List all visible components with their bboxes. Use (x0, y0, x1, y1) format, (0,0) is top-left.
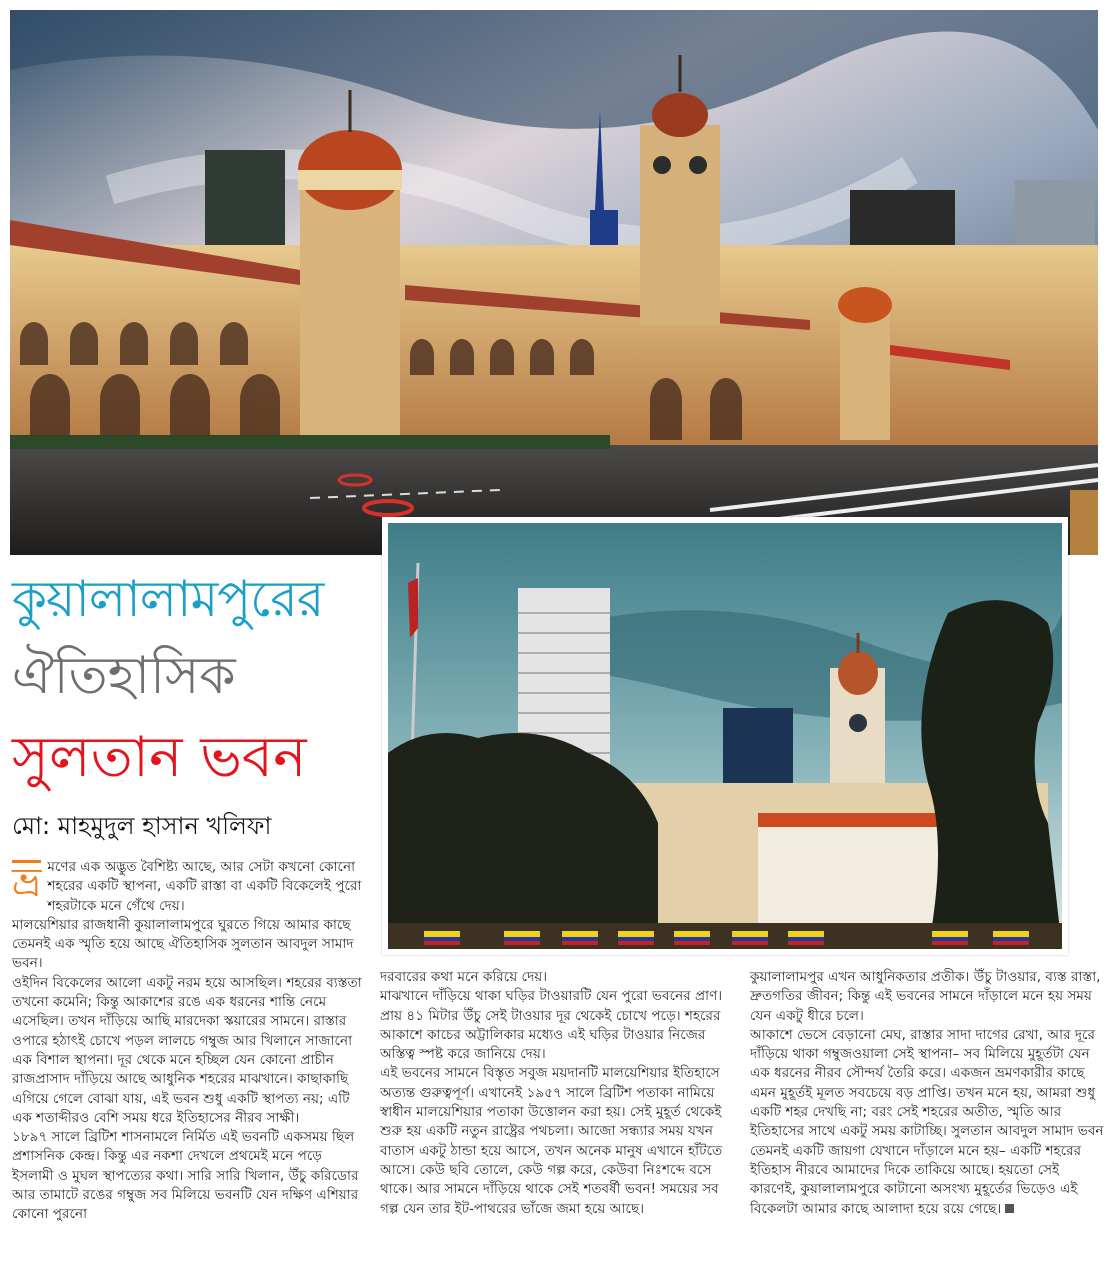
paragraph: ভ্র মণের এক অদ্ভুত বৈশিষ্ট্য আছে, আর সেটা কখনো কোনো শহরের একটি স্থাপনা, একটি রাস্তা বা একটি বিকেলেই পুরো শহরটাকে মনে গেঁথে দেয়। (12, 859, 362, 914)
article-column-2 (380, 968, 740, 1219)
hero-photo (10, 10, 1098, 555)
paragraph: দরবারের কথা মনে করিয়ে দেয়। (380, 969, 548, 985)
byline: মো: মাহমুদুল হাসান খলিফা (12, 812, 272, 840)
paragraph: মালয়েশিয়ার রাজধানী কুয়ালালামপুরে ঘুরতে গিয়ে আমার কাছে তেমনই এক স্মৃতি হয়ে আছে ঐতিহাসিক সুলতান আবদুল সামাদ ভবন। (12, 916, 354, 972)
clock-tower-illustration (388, 523, 1062, 949)
paragraph: মাঝখানে দাঁড়িয়ে থাকা ঘড়ির টাওয়ারটি যেন পুরো ভবনের প্রাণ। প্রায় ৪১ মিটার উঁচু সেই টাওয়ার দূর থেকেই চোখে পড়ে। শহরের আকাশে কাচের অট্টালিকার মধ্যেও এই ঘড়ির টাওয়ার নিজের অস্তিত্ব স্পষ্ট করে জানিয়ে দেয়। (380, 988, 723, 1063)
headline-line-3: সুলতান ভবন (12, 725, 307, 790)
paragraph: এই ভবনের সামনে বিস্তৃত সবুজ ময়দানটি মালয়েশিয়ার ইতিহাসে অত্যন্ত গুরুত্বপূর্ণ। এখানেই ১৯৫৭ সালে ব্রিটিশ পতাকা নামিয়ে স্বাধীন মালয়েশিয়ার পতাকা উত্তোলন করা হয়। সেই মুহূর্ত থেকেই শুরু হয় একটি নতুন রাষ্ট্রের পথচলা। আজো সন্ধ্যার সময় যখন বাতাস একটু ঠান্ডা হয়ে আসে, তখন অনেক মানুষ এখানে হাঁটতে আসে। কেউ ছবি তোলে, কেউ গল্প করে, কেউবা নিঃশব্দে বসে থাকে। আর সামনে দাঁড়িয়ে থাকে সেই শতবর্ষী ভবন! সময়ের সব গল্প যেন তার ইট-পাথরের ভাঁজে জমা হয়ে আছে। (380, 1065, 723, 1217)
drop-cap: ভ্র (12, 860, 42, 906)
inset-photo (388, 523, 1062, 949)
headline-line-2: ঐতিহাসিক (12, 646, 236, 706)
sultan-building-illustration (10, 10, 1098, 555)
paragraph: ১৮৯৭ সালে ব্রিটিশ শাসনামলে নির্মিত এই ভবনটি একসময় ছিল প্রশাসনিক কেন্দ্র। কিন্তু এর নকশা দেখলে প্রথমেই মনে পড়ে ইসলামী ও মুঘল স্থাপত্যের কথা। সারি সারি খিলান, উঁচু করিডোর আর তামাটে রঙের গম্বুজ সব মিলিয়ে ভবনটি যেন দক্ষিণ এশিয়ার কোনো পুরনো (12, 1129, 359, 1223)
paragraph: আকাশে ভেসে বেড়ানো মেঘ, রাস্তার সাদা দাগের রেখা, আর দূরে দাঁড়িয়ে থাকা গম্বুজওয়ালা সেই স্থাপনা– সব মিলিয়ে মুহূর্তটা যেন এক ধরনের নীরব সৌন্দর্য তৈরি করে। একজন ভ্রমণকারীর কাছে এমন মুহূর্তই মূলত সবচেয়ে বড় প্রাপ্তি। তখন মনে হয়, আমরা শুধু একটি শহর দেখছি না; বরং সেই শহরের অতীত, স্মৃতি আর ইতিহাসের সাথে একটু সময় কাটাচ্ছি। সুলতান আবদুল সামাদ ভবন তেমনই একটি জায়গা যেখানে দাঁড়ালে মনে হয়– একটি শহরের ইতিহাস নীরবে আমাদের দিকে তাকিয়ে আছে। হয়তো সেই কারণেই, কুয়ালালামপুরে কাটানো অসংখ্য মুহূর্তের ভিড়েও এই বিকেলটা আমার কাছে আলাদা হয়ে রয়ে গেছে। (750, 1026, 1104, 1217)
end-square-icon (1005, 1204, 1014, 1213)
paragraph: কুয়ালালামপুর এখন আধুনিকতার প্রতীক। উঁচু টাওয়ার, ব্যস্ত রাস্তা, দ্রুতগতির জীবন; কিন্তু এই ভবনের সামনে দাঁড়ালে মনে হয় সময় যেন একটু ধীরে চলে। (750, 969, 1101, 1024)
inset-photo-frame (382, 517, 1068, 955)
headline-line-1: কুয়ালালামপুরের (12, 570, 324, 628)
article-column-1 (12, 858, 364, 1225)
article-column-3 (750, 968, 1106, 1219)
paragraph: ওইদিন বিকেলের আলো একটু নরম হয়ে আসছিল। শহরের ব্যস্ততা তখনো কমেনি; কিন্তু আকাশের রঙে এক ধরনের শান্তি নেমে এসেছিল। তখন দাঁড়িয়ে আছি মারদেকা স্কয়ারের সামনে। রাস্তার ওপারে হঠাৎই চোখে পড়ল লালচে গম্বুজ আর খিলানে সাজানো এক বিশাল স্থাপনা। দূর থেকে মনে হচ্ছিল যেন কোনো প্রাচীন রাজপ্রাসাদ দাঁড়িয়ে আছে আধুনিক শহরের মাঝখানে। কাছাকাছি এগিয়ে গেলে বোঝা যায়, এই ভবন শুধু একটি স্থাপত্য নয়; এটি এক শতাব্দীরও বেশি সময় ধরে ইতিহাসের নীরব সাক্ষী। (12, 974, 362, 1126)
